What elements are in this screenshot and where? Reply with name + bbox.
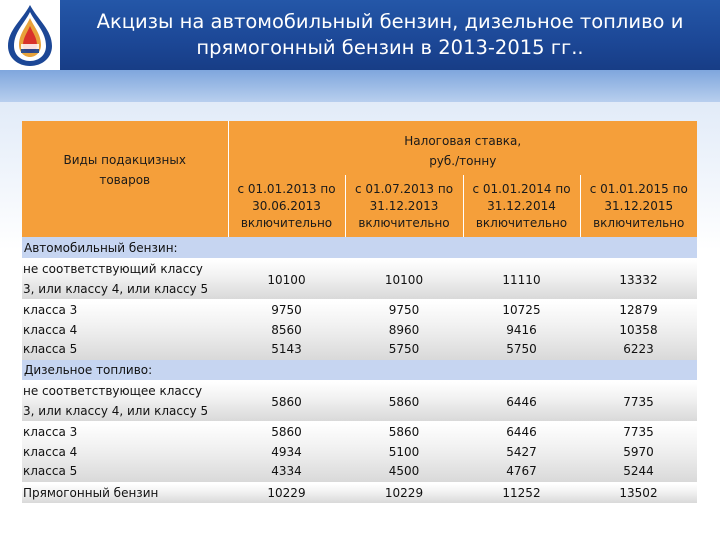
cell-value: 5860 (388, 425, 420, 439)
period-4-line-2: 31.12.2015 (604, 198, 674, 213)
logo (0, 0, 60, 70)
period-3-line-2: 31.12.2014 (487, 198, 556, 213)
section-label-auto: Автомобильный бензин: (22, 237, 228, 259)
row-label-line-1: не соответствующий классу (23, 262, 203, 276)
cell-value: 4500 (388, 464, 420, 478)
section-row-diesel (22, 360, 697, 381)
cell-value: 7735 (623, 425, 654, 439)
cell-values (228, 300, 345, 360)
cell-value: 5244 (623, 464, 654, 478)
cell-value: 10100 (228, 259, 345, 300)
period-header-2 (345, 175, 463, 237)
cell-value: 10358 (619, 322, 658, 337)
cell-value: 9750 (388, 303, 420, 318)
title-line-2: прямогонный бензин в 2013-2015 гг.. (196, 36, 584, 59)
row-labels-auto-classes (22, 300, 228, 360)
row-label-class-3: класса 3 (23, 425, 78, 439)
row-label-class-5: класса 5 (23, 464, 78, 478)
col-header-rate-text: Налоговая ставка, руб./тонну (404, 134, 522, 168)
period-2-line-2: 31.12.2013 (369, 198, 439, 213)
cell-value: 5970 (623, 444, 654, 459)
cell-value: 5143 (271, 342, 302, 357)
period-2-line-1: с 01.07.2013 по (354, 181, 454, 196)
cell-value: 13502 (580, 483, 697, 503)
table-row (22, 381, 697, 422)
cell-value: 11110 (463, 259, 580, 300)
period-header-4 (580, 175, 697, 237)
period-1-line-1: с 01.01.2013 по (237, 181, 336, 196)
table-row (22, 483, 697, 503)
section-filler (228, 360, 697, 381)
cell-values (345, 300, 463, 360)
cell-value: 5427 (506, 444, 537, 459)
cell-value: 5860 (271, 425, 302, 439)
cell-value: 5750 (506, 342, 537, 357)
row-label: Прямогонный бензин (22, 483, 228, 503)
cell-values (345, 422, 463, 483)
table-row (22, 259, 697, 300)
section-label-diesel: Дизельное топливо: (22, 360, 228, 381)
cell-value: 4334 (271, 464, 302, 478)
col-header-goods-text: Виды подакцизных товаров (63, 153, 186, 187)
period-4-line-3: включительно (593, 215, 685, 230)
cell-value: 5860 (345, 381, 463, 422)
row-labels-diesel-classes (22, 422, 228, 483)
cell-values (463, 300, 580, 360)
cell-value: 8960 (388, 322, 420, 337)
period-4-line-1: с 01.01.2015 по (589, 181, 688, 196)
cell-value: 9750 (271, 303, 302, 318)
cell-values (463, 422, 580, 483)
page-title (60, 0, 720, 70)
cell-value: 5750 (388, 342, 420, 357)
table-row-group (22, 422, 697, 483)
cell-values (580, 300, 697, 360)
period-3-line-3: включительно (475, 215, 568, 230)
header-band (0, 70, 720, 102)
row-label-class-4: класса 4 (23, 444, 78, 459)
row-label-line-1: не соответствующее классу (23, 384, 203, 398)
excise-table (22, 121, 697, 503)
cell-values (228, 422, 345, 483)
period-1-line-2: 30.06.2013 (252, 198, 321, 213)
period-header-1 (228, 175, 345, 237)
cell-value: 11252 (463, 483, 580, 503)
cell-value: 6446 (463, 381, 580, 422)
col-header-goods (22, 121, 228, 237)
cell-value: 7735 (580, 381, 697, 422)
period-header-3 (463, 175, 580, 237)
cell-value: 10100 (345, 259, 463, 300)
col-header-rate (228, 121, 697, 175)
section-filler (228, 237, 697, 259)
period-2-line-3: включительно (358, 215, 450, 230)
row-label-class-3: класса 3 (23, 303, 78, 318)
section-row-auto (22, 237, 697, 259)
cell-value: 5100 (388, 444, 420, 459)
cell-value: 13332 (580, 259, 697, 300)
period-1-line-3: включительно (240, 215, 333, 230)
cell-value: 10229 (345, 483, 463, 503)
cell-value: 10229 (228, 483, 345, 503)
row-label-line-2: 3, или классу 4, или классу 5 (23, 281, 209, 296)
row-label (22, 381, 228, 422)
header (0, 0, 720, 70)
row-label (22, 259, 228, 300)
cell-value: 9416 (506, 322, 537, 337)
row-label-class-5: класса 5 (23, 342, 78, 357)
flame-drop-logo-icon (0, 0, 60, 70)
cell-value: 10725 (502, 303, 541, 318)
title-line-1: Акцизы на автомобильный бензин, дизельное топливо и (96, 10, 684, 33)
period-3-line-1: с 01.01.2014 по (472, 181, 571, 196)
cell-value: 5860 (228, 381, 345, 422)
table-row-group (22, 300, 697, 360)
cell-value: 6446 (506, 425, 537, 439)
cell-values (580, 422, 697, 483)
cell-value: 4767 (506, 464, 537, 478)
cell-value: 4934 (271, 444, 302, 459)
row-label-class-4: класса 4 (23, 322, 78, 337)
cell-value: 6223 (623, 342, 654, 357)
cell-value: 12879 (619, 303, 658, 318)
cell-value: 8560 (271, 322, 302, 337)
row-label-line-2: 3, или классу 4, или классу 5 (23, 403, 209, 418)
